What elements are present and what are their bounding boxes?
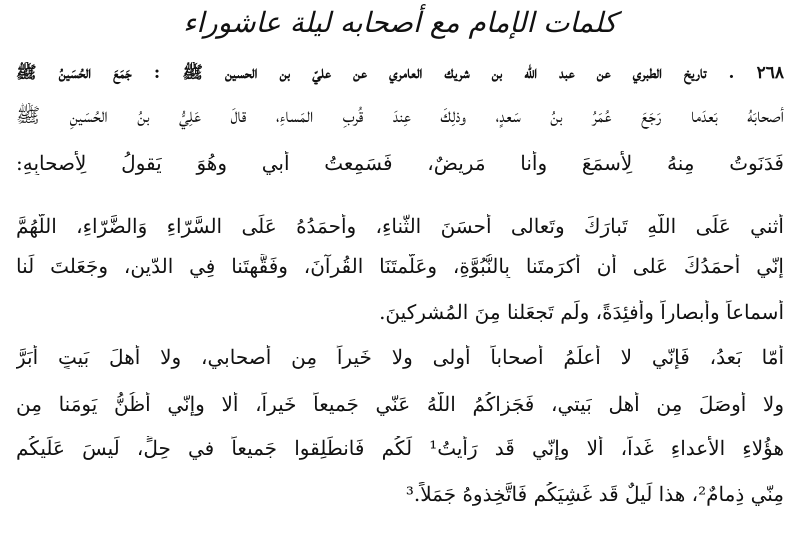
section-title: كلمات الإمام مع أصحابه ليلة عاشوراء: [183, 6, 617, 39]
paragraph-2-line-3: أسماعاً وأبصاراً وأفئِدَةً، ولَم تَجعَلنا مِنَ المُشرِكينَ.: [379, 300, 784, 324]
paragraph-1-line-1: أصحابَهُ بَعدَما رَجَعَ عُمَرُ بنُ سَعدٍ، وذلِكَ عِندَ قُربِ المَساءِ، قالَ عَلِيُّ بنُ الحُسَينِ ﷺ: [16, 103, 784, 127]
source-citation: ٢٦٨ . تاريخ الطبري عن عبد الله بن شريك العامري عن عليّ بن الحسين ﷺ : جَمَعَ الحُسَينُ ﷺ: [16, 63, 784, 83]
paragraph-3-line-1: أمّا بَعدُ، فَإِنّي لا أعلَمُ أصحاباً أولى ولا خَيراً مِن أصحابي، ولا أهلَ بَيتٍ أبَرَّ: [16, 345, 784, 369]
paragraph-2-line-2: إنّي أحمَدُكَ عَلى أن أكرَمتَنا بِالنُّبُوَّةِ، وعَلَّمتَنَا القُرآنَ، وفَقَّهتَنا فِي الدّينِ، وجَعَلتَ لَنا: [16, 254, 784, 278]
paragraph-3-line-2: ولا أوصَلَ مِن أهلِ بَيتي، فَجَزاكُمُ اللّهُ عَنّي جَميعاً خَيراً، ألا وإنّي أظُنُّ يَومَنا مِن: [16, 392, 784, 416]
paragraph-3-line-3: هؤُلاءِ الأَعداءِ غَداً، ألا وإنّي قَد رَأَيتُ¹ لَكُم فَانطَلِقوا جَميعاً في حِلٍّ، لَيسَ عَلَيكُم: [16, 436, 784, 460]
paragraph-1-line-2: فَدَنَوتُ مِنهُ لِأَسمَعَ وأنا مَريضٌ، فَسَمِعتُ أبي وهُوَ يَقولُ لِأَصحابِهِ:: [16, 151, 784, 175]
paragraph-3-line-4: مِنّي ذِمامٌ²، هذا لَيلٌ قَد غَشِيَكُم فَاتَّخِذوهُ جَمَلاً.³: [405, 482, 784, 506]
paragraph-2-line-1: أُثني عَلَى اللّهِ تَبارَكَ وتَعالى أحسَنَ الثَّناءِ، وأحمَدُهُ عَلَى السَّرّاءِ وَالضَّرّاءِ، اللّهُمَّ: [16, 214, 784, 238]
